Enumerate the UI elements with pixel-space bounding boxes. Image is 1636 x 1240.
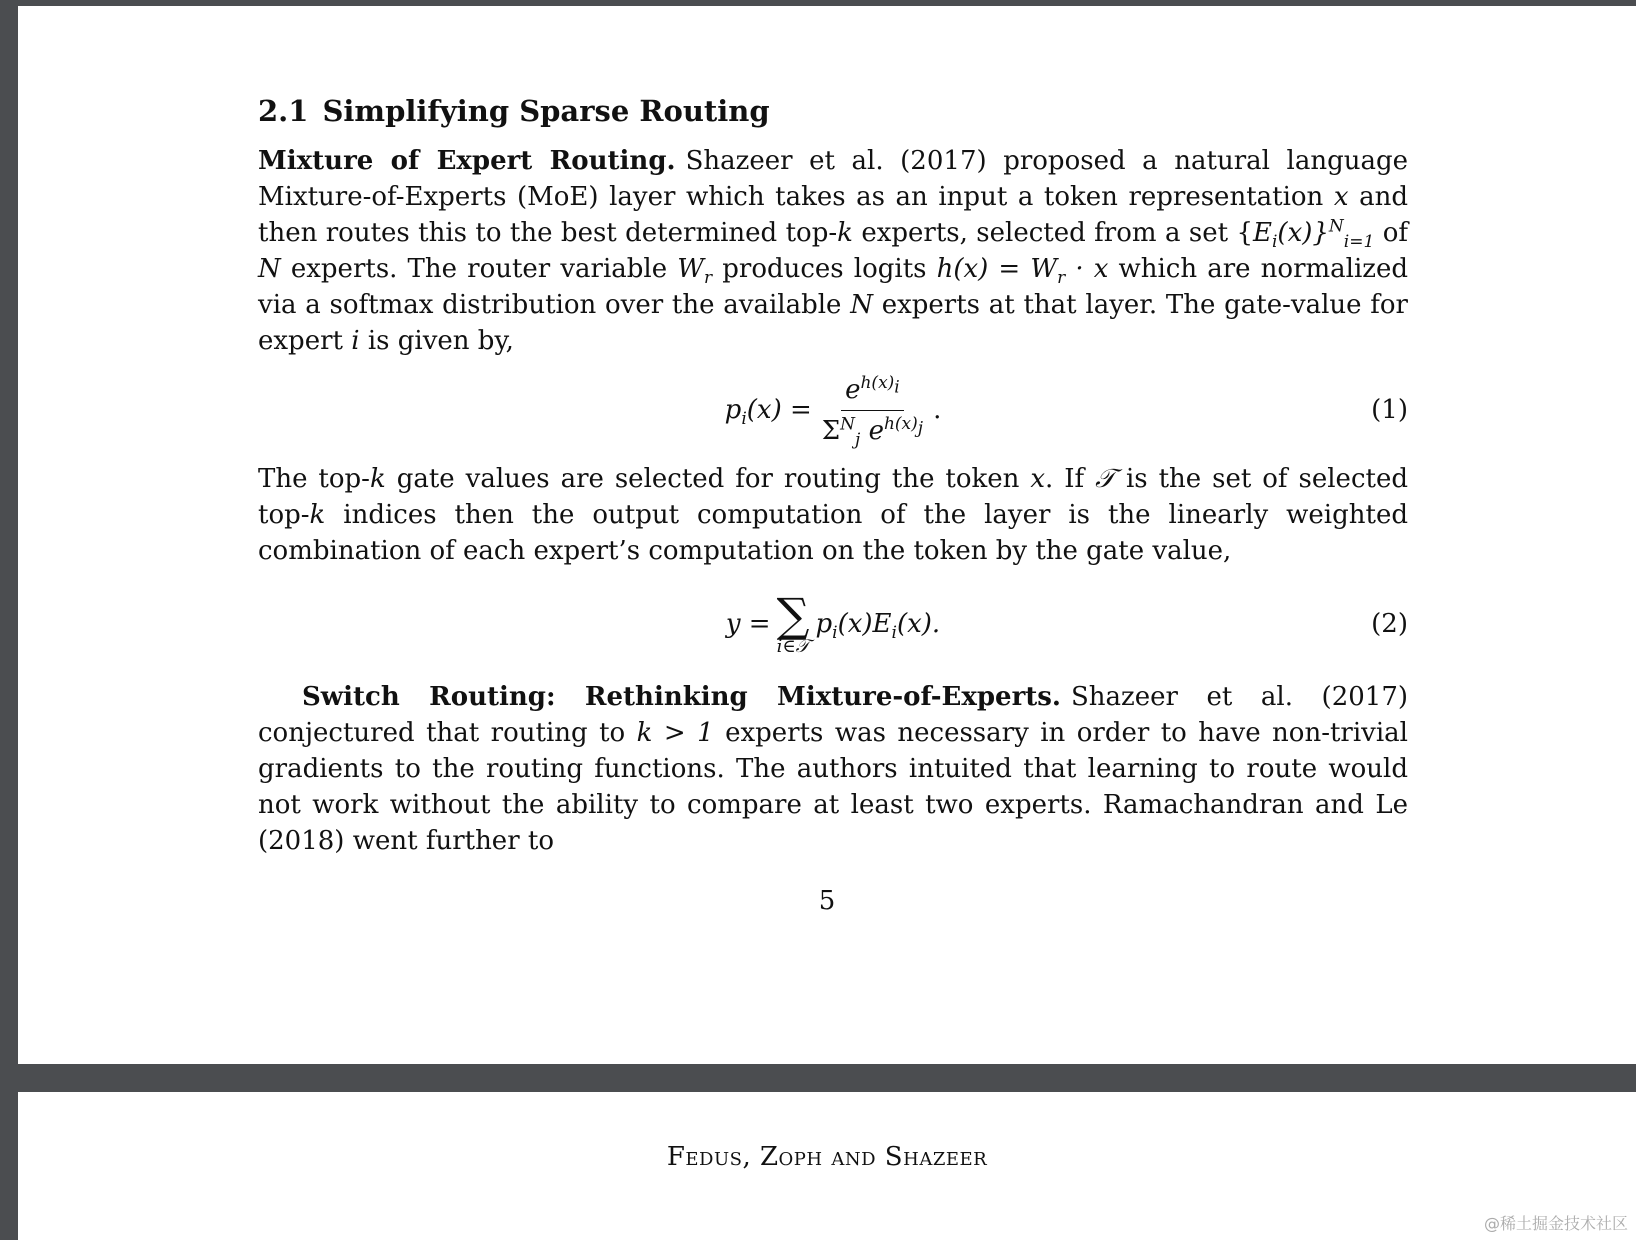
- pdf-page-next: [18, 1092, 1636, 1240]
- equation-number: (2): [1371, 609, 1408, 639]
- paragraph-switch-routing: Switch Routing: Rethinking Mixture-of-Experts. Shazeer et al. (2017) conjectured that routing to k > 1 experts was necessary in order to have non-trivial gradients to the routing functions. The authors intuited that learning to route would not work without the ability to compare at least two experts. Ramachandran and Le (2018) went further to: [258, 682, 1409, 856]
- section-title: Simplifying Sparse Routing: [322, 94, 770, 128]
- watermark: @稀土掘金技术社区: [1483, 1214, 1628, 1233]
- equation-1: $p_i(x)$ = $\frac{e^{h(x)_i}}{\Sigma^N_j e^{h(x)_j}}$ . (1): [724, 372, 1408, 450]
- page-number: 5: [818, 886, 836, 916]
- runin-heading: Switch Routing: Rethinking Mixture-of-Experts.: [302, 682, 1061, 712]
- section-heading: [258, 91, 1408, 131]
- section-number: 2.1: [258, 94, 309, 128]
- paragraph-topk: The top-k gate values are selected for routing the token x. If 𝒯 is the set of selected top-k indices then the output computation of the layer is the linearly weighted combination of each expert’s computation on the token by the gate value,: [258, 464, 1408, 566]
- equation-2: y = ∑ i∈𝒯 $p_i(x)E_i(x)$. (2): [725, 588, 1408, 657]
- softmax-fraction: $\frac{e^{h(x)_i}}{\Sigma^N_j e^{h(x)_j}}$: [821, 372, 924, 450]
- runin-heading: Mixture of Expert Routing.: [258, 146, 676, 176]
- pdf-page: [18, 6, 1636, 1064]
- page-content: [258, 91, 1408, 859]
- sum-operator: ∑ i∈𝒯: [776, 588, 810, 657]
- paragraph-moe-routing: Mixture of Expert Routing. Shazeer et al. (2017) proposed a natural language Mixture-of-Experts (MoE) layer which takes as an input a token representation x and then routes this to the best determined top-k experts, selected from a set $\{E_i(x)\}^N_{i=1}$ of N experts. The router variable $W_r$ produces logits $h(x) = W_r \cdot x$ which are normalized via a softmax distribution over the available N experts at that layer. The gate-value for expert i is given by,: [258, 146, 1409, 356]
- running-head: Fedus, Zoph and Shazeer: [666, 1142, 988, 1172]
- equation-number: (1): [1371, 395, 1408, 425]
